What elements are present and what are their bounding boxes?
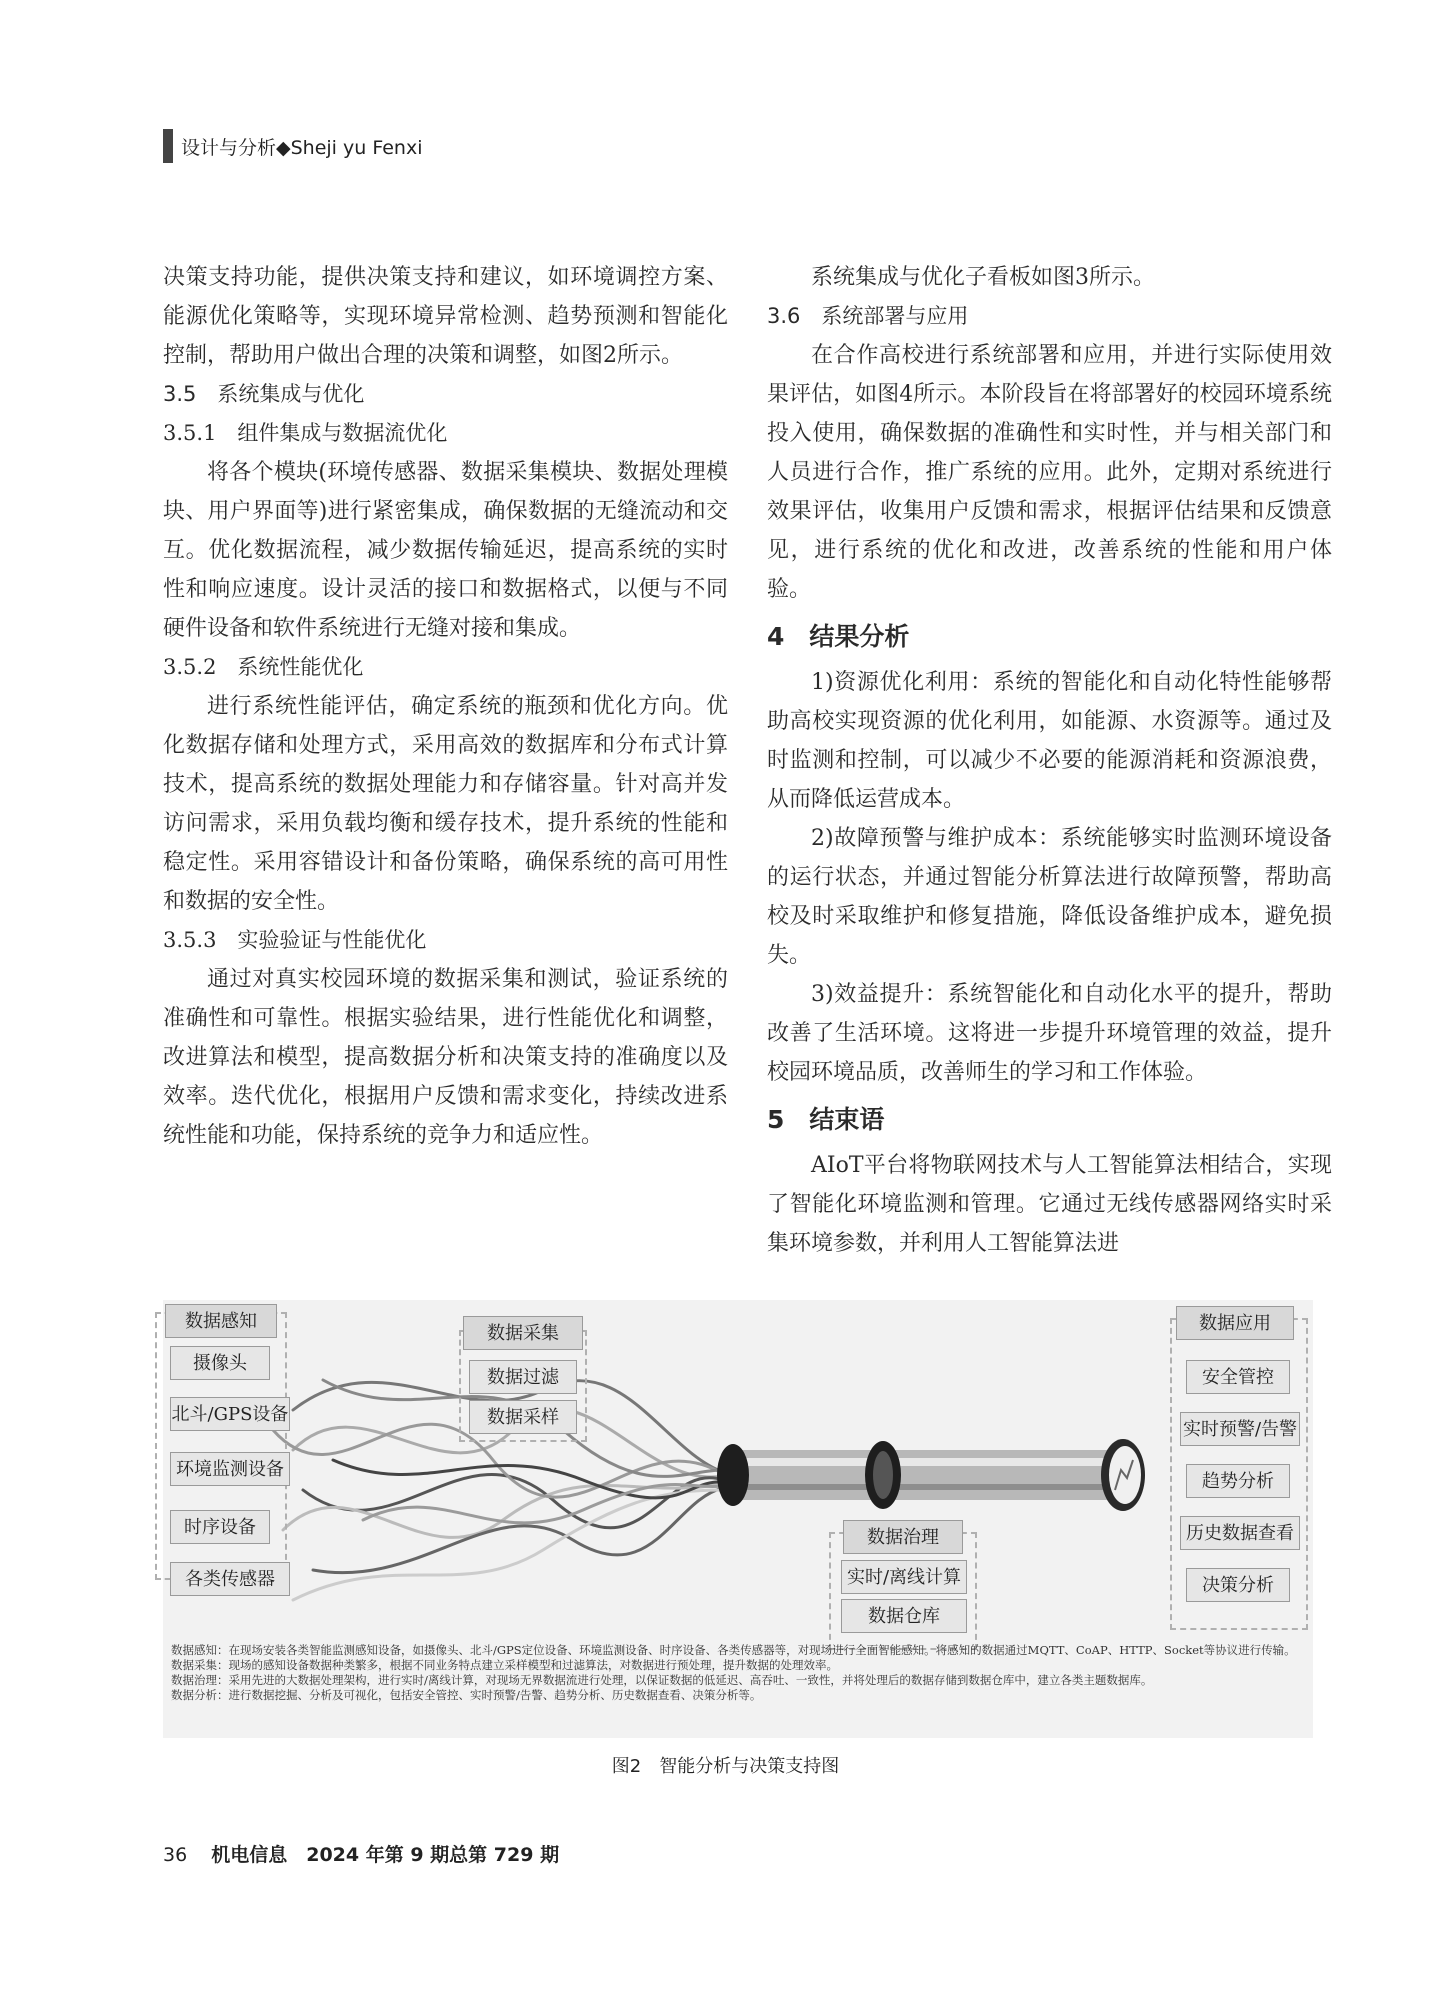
paragraph: 1)资源优化利用：系统的智能化和自动化特性能够帮助高校实现资源的优化利用，如能源、水资源等。通过及时监测和控制，可以减少不必要的能源消耗和资源浪费，从而降低运营成本。	[767, 670, 1332, 812]
page-footer	[163, 1840, 559, 1867]
application-item: 趋势分析	[1186, 1464, 1290, 1498]
subsection-heading-3-5-3: 3.5.3 实验验证与性能优化	[163, 928, 427, 952]
perception-title: 数据感知	[165, 1304, 277, 1338]
section-heading-4: 4 结果分析	[767, 622, 910, 651]
collection-title: 数据采集	[463, 1316, 583, 1350]
figure-note: 数据采集：现场的感知设备数据种类繁多，根据不同业务特点建立采样模型和过滤算法，对数据进行预处理，提升数据的处理效率。	[171, 1658, 838, 1672]
perception-item: 摄像头	[170, 1346, 270, 1380]
paragraph: 将各个模块(环境传感器、数据采集模块、数据处理模块、用户界面等)进行紧密集成，确保数据的无缝流动和交互。优化数据流程，减少数据传输延迟，提高系统的实时性和响应速度。设计灵活的接口和数据格式，以便与不同硬件设备和软件系统进行无缝对接和集成。	[163, 460, 728, 641]
perception-item: 时序设备	[170, 1510, 270, 1544]
governance-title: 数据治理	[843, 1520, 963, 1554]
perception-item: 各类传感器	[170, 1562, 290, 1596]
running-header	[163, 128, 422, 164]
collection-item: 数据采样	[469, 1400, 577, 1434]
section-heading-3-5: 3.5 系统集成与优化	[163, 382, 365, 406]
figure-note: 数据治理：采用先进的大数据处理架构，进行实时/离线计算，对现场无界数据流进行处理，以保证数据的低延迟、高吞吐、一致性，并将处理后的数据存储到数据仓库中，建立各类主题数据库。	[171, 1673, 1153, 1687]
left-column	[163, 258, 728, 1155]
application-item: 历史数据查看	[1180, 1516, 1300, 1550]
paragraph: 3)效益提升：系统智能化和自动化水平的提升，帮助改善了生活环境。这将进一步提升环境管理的效益，提升校园环境品质，改善师生的学习和工作体验。	[767, 982, 1332, 1085]
journal-info: 机电信息 2024 年第 9 期总第 729 期	[211, 1844, 560, 1866]
right-column	[767, 258, 1332, 1263]
perception-item: 北斗/GPS设备	[170, 1397, 290, 1431]
paragraph: 系统集成与优化子看板如图3所示。	[811, 265, 1155, 290]
pipe-ring-left	[717, 1444, 749, 1506]
figure-note: 数据分析：进行数据挖掘、分析及可视化，包括安全管控、实时预警/告警、趋势分析、历史数据查看、决策分析等。	[171, 1688, 762, 1702]
header-bar	[163, 129, 173, 163]
application-item: 实时预警/告警	[1180, 1412, 1300, 1446]
perception-item: 环境监测设备	[170, 1452, 290, 1486]
data-pipeline-illustration	[163, 1300, 1313, 1645]
paragraph: 在合作高校进行系统部署和应用，并进行实际使用效果评估，如图4所示。本阶段旨在将部署好的校园环境系统投入使用，确保数据的准确性和实时性，并与相关部门和人员进行合作，推广系统的应用。此外，定期对系统进行效果评估，收集用户反馈和需求，根据评估结果和反馈意见，进行系统的优化和改进，改善系统的性能和用户体验。	[767, 343, 1332, 602]
page-number: 36	[163, 1844, 188, 1866]
collection-item: 数据过滤	[469, 1360, 577, 1394]
figure-2	[163, 1300, 1313, 1738]
section-heading-3-6: 3.6 系统部署与应用	[767, 304, 969, 328]
paragraph: 进行系统性能评估，确定系统的瓶颈和优化方向。优化数据存储和处理方式，采用高效的数据库和分布式计算技术，提高系统的数据处理能力和存储容量。针对高并发访问需求，采用负载均衡和缓存技术，提升系统的性能和稳定性。采用容错设计和备份策略，确保系统的高可用性和数据的安全性。	[163, 694, 728, 914]
figure-caption: 图2 智能分析与决策支持图	[611, 1756, 840, 1777]
application-title: 数据应用	[1176, 1306, 1294, 1340]
governance-item: 数据仓库	[841, 1599, 967, 1633]
application-item: 决策分析	[1186, 1568, 1290, 1602]
subsection-heading-3-5-1: 3.5.1 组件集成与数据流优化	[163, 421, 448, 445]
subsection-heading-3-5-2: 3.5.2 系统性能优化	[163, 655, 364, 679]
data-pipe	[723, 1450, 1123, 1500]
section-heading-5: 5 结束语	[767, 1105, 885, 1134]
paragraph: 决策支持功能，提供决策支持和建议，如环境调控方案、能源优化策略等，实现环境异常检测、趋势预测和智能化控制，帮助用户做出合理的决策和调整，如图2所示。	[163, 265, 728, 368]
paragraph: AIoT平台将物联网技术与人工智能算法相结合，实现了智能化环境监测和管理。它通过无线传感器网络实时采集环境参数，并利用人工智能算法进	[767, 1153, 1332, 1256]
paragraph: 2)故障预警与维护成本：系统能够实时监测环境设备的运行状态，并通过智能分析算法进行故障预警，帮助高校及时采取维护和修复措施，降低设备维护成本，避免损失。	[767, 826, 1332, 968]
paragraph: 通过对真实校园环境的数据采集和测试，验证系统的准确性和可靠性。根据实验结果，进行性能优化和调整，改进算法和模型，提高数据分析和决策支持的准确度以及效率。迭代优化，根据用户反馈和需求变化，持续改进系统性能和功能，保持系统的竞争力和适应性。	[163, 967, 728, 1148]
figure-note: 数据感知：在现场安装各类智能监测感知设备，如摄像头、北斗/GPS定位设备、环境监测设备、时序设备、各类传感器等，对现场进行全面智能感知。将感知的数据通过MQTT、CoAP、HTTP、Socket等协议进行传输。	[171, 1643, 1296, 1657]
application-item: 安全管控	[1186, 1360, 1290, 1394]
figure-notes	[171, 1643, 1306, 1703]
header-text: 设计与分析◆Sheji yu Fenxi	[181, 136, 423, 159]
governance-item: 实时/离线计算	[841, 1560, 967, 1594]
